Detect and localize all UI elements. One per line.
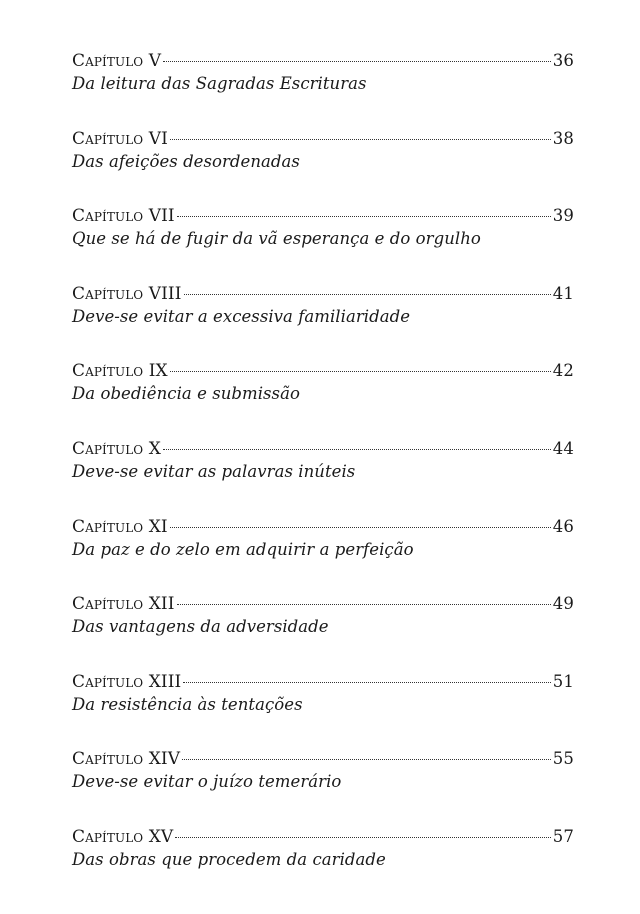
chapter-title: Da resistência às tentações: [72, 694, 303, 714]
toc-entry-heading: [72, 438, 574, 460]
toc-entry-chapter-7[interactable]: [72, 205, 574, 283]
toc-entry-chapter-6[interactable]: [72, 128, 574, 206]
page-number: 39: [552, 206, 574, 226]
toc-entry-heading: [72, 671, 574, 693]
toc-entry-heading: [72, 360, 574, 382]
toc-entry-heading: [72, 205, 574, 227]
chapter-label: Capítulo IX: [72, 361, 168, 382]
toc-entry-chapter-11[interactable]: [72, 516, 574, 594]
page-number: 46: [552, 516, 574, 536]
chapter-title: Das obras que procedem da caridade: [72, 849, 386, 869]
dot-leader: [177, 216, 551, 217]
dot-leader: [170, 371, 551, 372]
toc-entry-chapter-14[interactable]: [72, 748, 574, 826]
chapter-label: Capítulo XI: [72, 516, 168, 537]
toc-entry-chapter-9[interactable]: [72, 360, 574, 438]
chapter-title: Deve-se evitar o juízo temerário: [72, 772, 342, 792]
toc-entry-chapter-8[interactable]: [72, 283, 574, 361]
dot-leader: [170, 527, 551, 528]
page-number: 41: [552, 283, 574, 303]
toc-entry-heading: [72, 128, 574, 150]
chapter-label: Capítulo X: [72, 438, 161, 459]
chapter-title: Das vantagens da adversidade: [72, 617, 329, 637]
page-number: 49: [552, 594, 574, 614]
dot-leader: [163, 449, 551, 450]
page-number: 55: [552, 749, 574, 769]
chapter-title: Da leitura das Sagradas Escrituras: [72, 74, 367, 93]
dot-leader: [163, 61, 551, 62]
dot-leader: [184, 294, 551, 295]
toc-entry-chapter-5[interactable]: [72, 50, 574, 128]
toc-entry-heading: [72, 283, 574, 305]
toc-entry-chapter-10[interactable]: [72, 438, 574, 516]
table-of-contents: [72, 50, 574, 904]
page-number: 44: [552, 438, 574, 458]
page-number: 36: [552, 51, 574, 70]
chapter-title: Deve-se evitar a excessiva familiaridade: [72, 306, 411, 326]
chapter-label: Capítulo VIII: [72, 283, 182, 304]
dot-leader: [183, 682, 550, 683]
toc-entry-heading: [72, 593, 574, 615]
toc-entry-chapter-15[interactable]: [72, 826, 574, 904]
toc-entry-chapter-12[interactable]: [72, 593, 574, 671]
chapter-label: Capítulo VI: [72, 128, 168, 149]
chapter-label: Capítulo XV: [72, 826, 174, 847]
toc-entry-heading: [72, 50, 574, 72]
chapter-label: Capítulo XIII: [72, 671, 182, 692]
dot-leader: [170, 139, 551, 140]
chapter-label: Capítulo XII: [72, 594, 175, 615]
page-number: 42: [552, 361, 574, 381]
toc-entry-heading: [72, 826, 574, 848]
chapter-title: Da paz e do zelo em adquirir a perfeição: [72, 539, 414, 559]
page-number: 38: [552, 128, 574, 148]
chapter-title: Deve-se evitar as palavras inúteis: [72, 461, 356, 481]
chapter-label: Capítulo VII: [72, 206, 175, 227]
chapter-title: Da obediência e submissão: [72, 384, 300, 404]
dot-leader: [175, 837, 551, 838]
page-number: 57: [552, 826, 574, 846]
page-number: 51: [552, 671, 574, 691]
chapter-label: Capítulo XIV: [72, 749, 181, 770]
chapter-label: Capítulo V: [72, 51, 162, 71]
toc-entry-chapter-13[interactable]: [72, 671, 574, 749]
chapter-title: Que se há de fugir da vã esperança e do orgulho: [72, 229, 481, 249]
toc-entry-heading: [72, 516, 574, 538]
chapter-title: Das afeições desordenadas: [72, 151, 300, 171]
toc-entry-heading: [72, 748, 574, 770]
dot-leader: [177, 604, 551, 605]
dot-leader: [182, 759, 551, 760]
